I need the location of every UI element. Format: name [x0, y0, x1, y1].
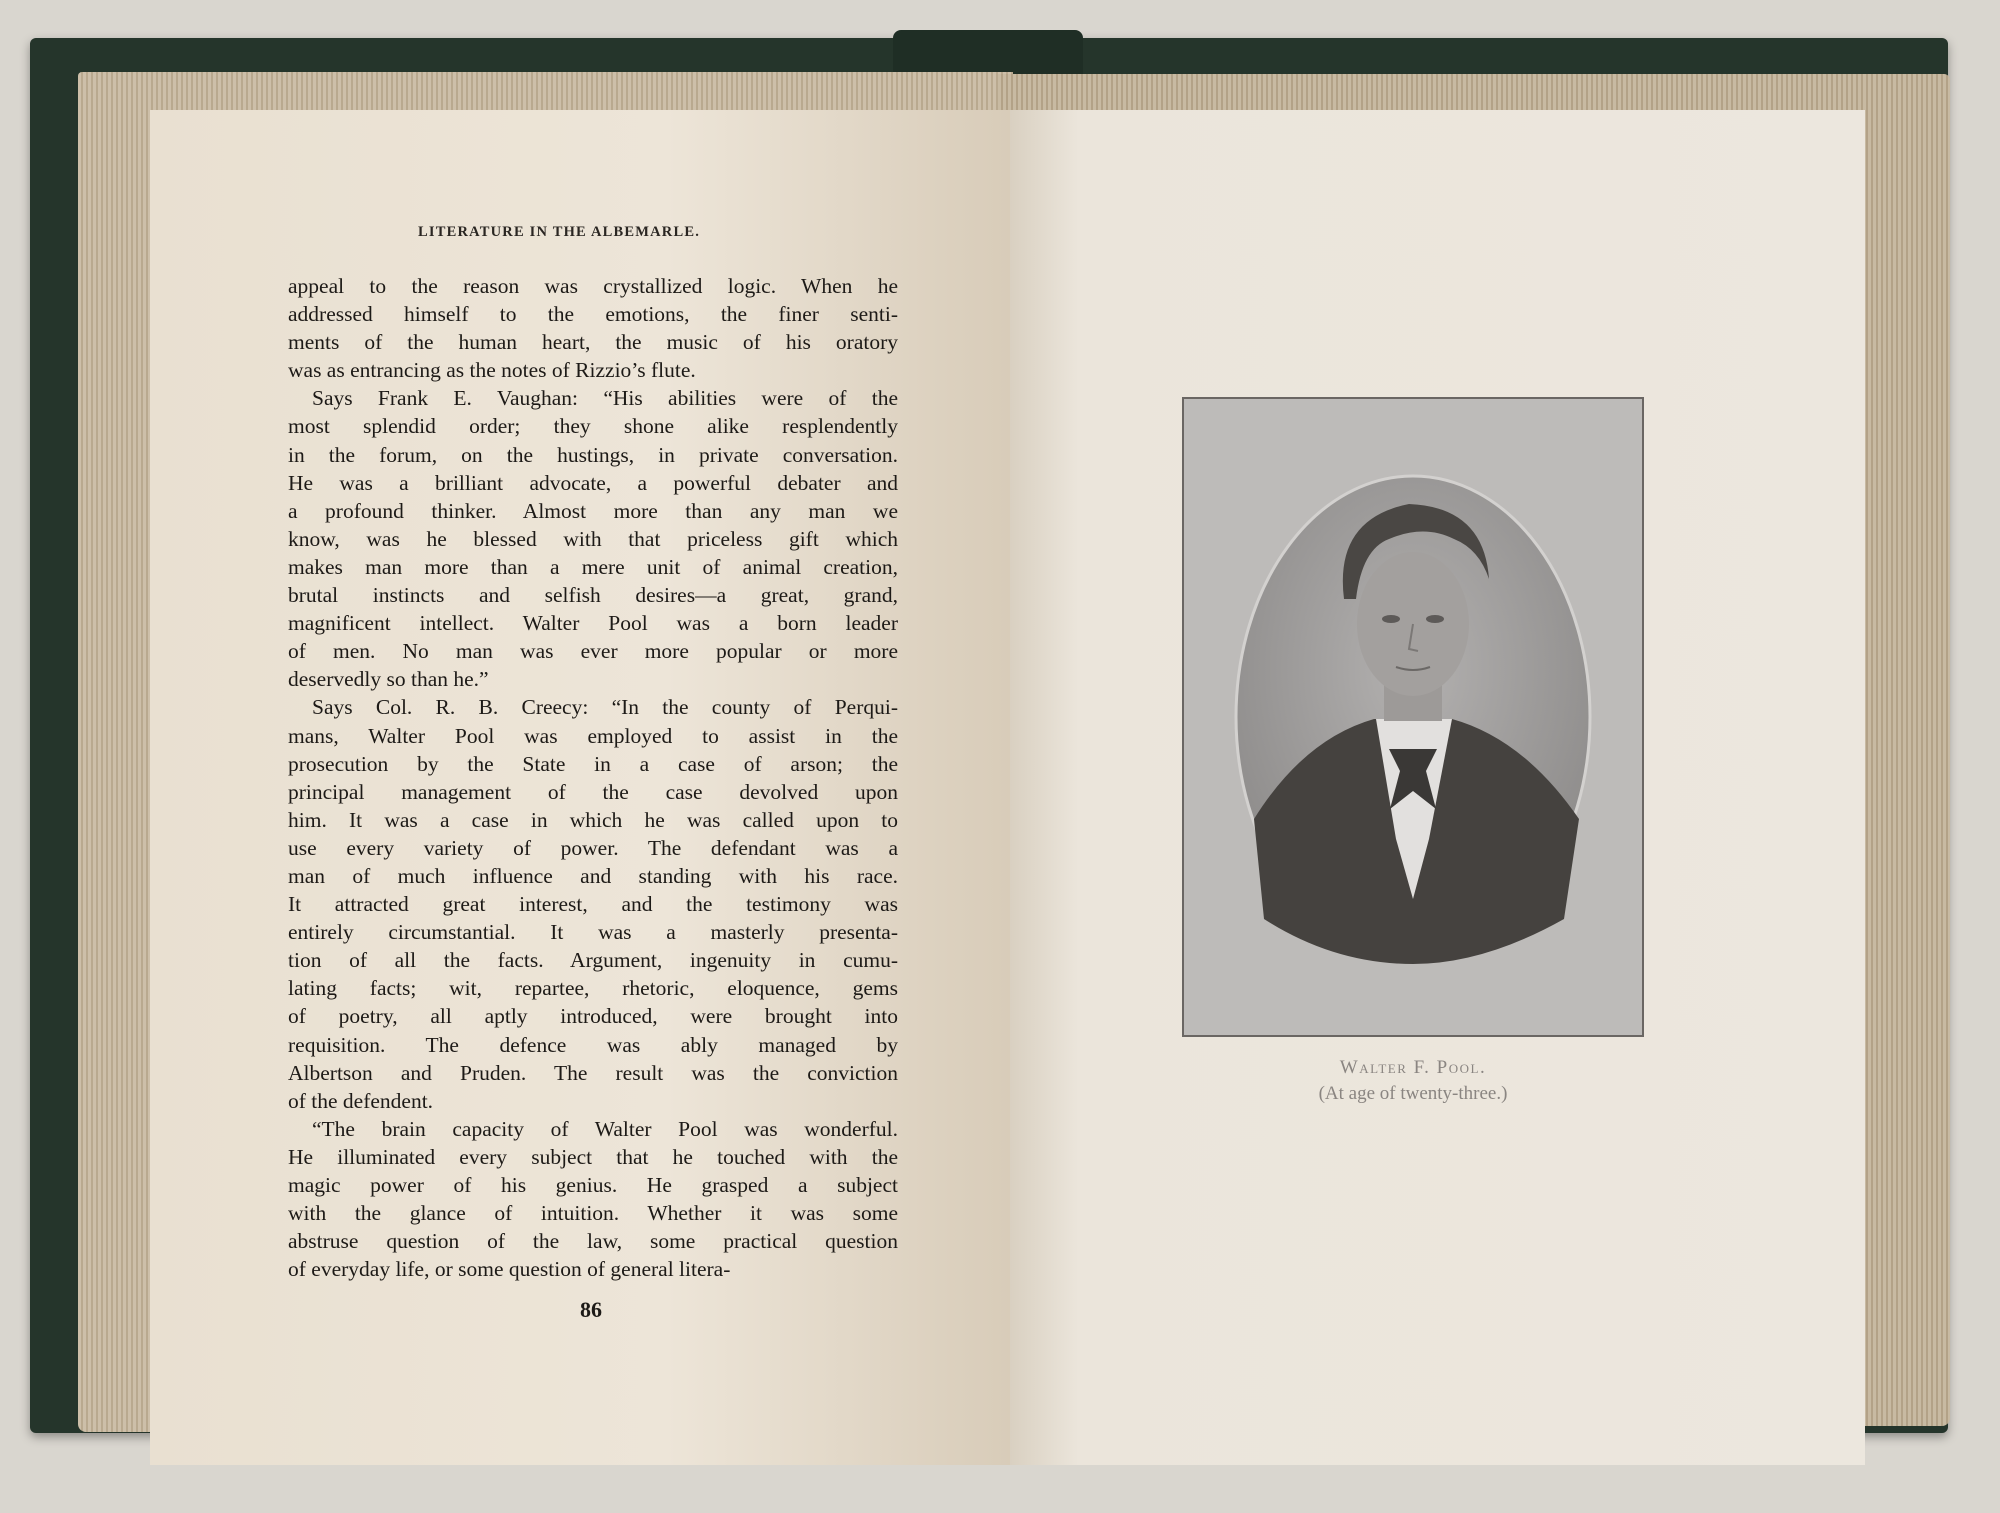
text-line: brutal instincts and selfish desires—a great, grand,: [288, 583, 898, 608]
portrait-caption-name: Walter F. Pool.: [1339, 1057, 1487, 1078]
text-line: deservedly so than he.”: [288, 667, 489, 692]
text-line: use every variety of power. The defendant was a: [288, 835, 898, 860]
text-line: principal management of the case devolved upon: [288, 779, 898, 804]
text-line: of men. No man was ever more popular or more: [288, 639, 898, 664]
text-line: in the forum, on the hustings, in private conversation.: [288, 442, 898, 467]
text-line: requisition. The defence was ably managed by: [288, 1032, 898, 1057]
body-text: [288, 272, 898, 1283]
text-line: of poetry, all aptly introduced, were brought into: [288, 1004, 898, 1029]
text-line: mans, Walter Pool was employed to assist in the: [288, 723, 898, 748]
text-line: He illuminated every subject that he touched with the: [288, 1144, 898, 1169]
text-line: He was a brilliant advocate, a powerful debater and: [288, 470, 898, 495]
text-line: appeal to the reason was crystallized logic. When he: [288, 274, 898, 298]
text-line: entirely circumstantial. It was a masterly presenta-: [288, 920, 898, 945]
text-line: of the defendent.: [288, 1088, 434, 1113]
text-line: know, was he blessed with that priceless gift which: [288, 526, 898, 551]
text-line: magic power of his genius. He grasped a subject: [288, 1173, 898, 1197]
page-number: 86: [580, 1297, 602, 1322]
text-line: a profound thinker. Almost more than any man we: [288, 498, 898, 523]
text-line: makes man more than a mere unit of animal creation,: [288, 554, 898, 579]
text-line: addressed himself to the emotions, the finer senti-: [288, 302, 898, 327]
text-line: most splendid order; they shone alike resplendently: [288, 414, 898, 439]
text-line: of everyday life, or some question of general litera-: [288, 1257, 731, 1282]
running-head: LITERATURE IN THE ALBEMARLE.: [418, 224, 701, 240]
text-line: lating facts; wit, repartee, rhetoric, eloquence, gems: [288, 976, 898, 1001]
text-line: was as entrancing as the notes of Rizzio’s flute.: [288, 358, 696, 383]
text-line: ments of the human heart, the music of his oratory: [288, 330, 898, 355]
text-line: “The brain capacity of Walter Pool was wonderful.: [312, 1116, 898, 1141]
text-line: prosecution by the State in a case of arson; the: [288, 751, 898, 776]
text-line: Says Frank E. Vaughan: “His abilities were of the: [312, 386, 898, 411]
text-line: Albertson and Pruden. The result was the conviction: [288, 1060, 898, 1085]
text-line: It attracted great interest, and the testimony was: [288, 892, 898, 917]
text-line: tion of all the facts. Argument, ingenuity in cumu-: [288, 948, 898, 973]
portrait-caption-note: (At age of twenty-three.): [1318, 1083, 1508, 1104]
text-line: magnificent intellect. Walter Pool was a born leader: [288, 611, 898, 636]
text-line: man of much influence and standing with his race.: [288, 863, 898, 888]
text-line: him. It was a case in which he was called upon to: [288, 807, 898, 832]
text-line: abstruse question of the law, some practical question: [288, 1229, 898, 1254]
portrait-image: [1184, 399, 1642, 1035]
text-line: with the glance of intuition. Whether it was some: [288, 1201, 898, 1226]
text-line: Says Col. R. B. Creecy: “In the county of Perqui-: [312, 695, 898, 720]
portrait-plate: [1182, 397, 1644, 1037]
